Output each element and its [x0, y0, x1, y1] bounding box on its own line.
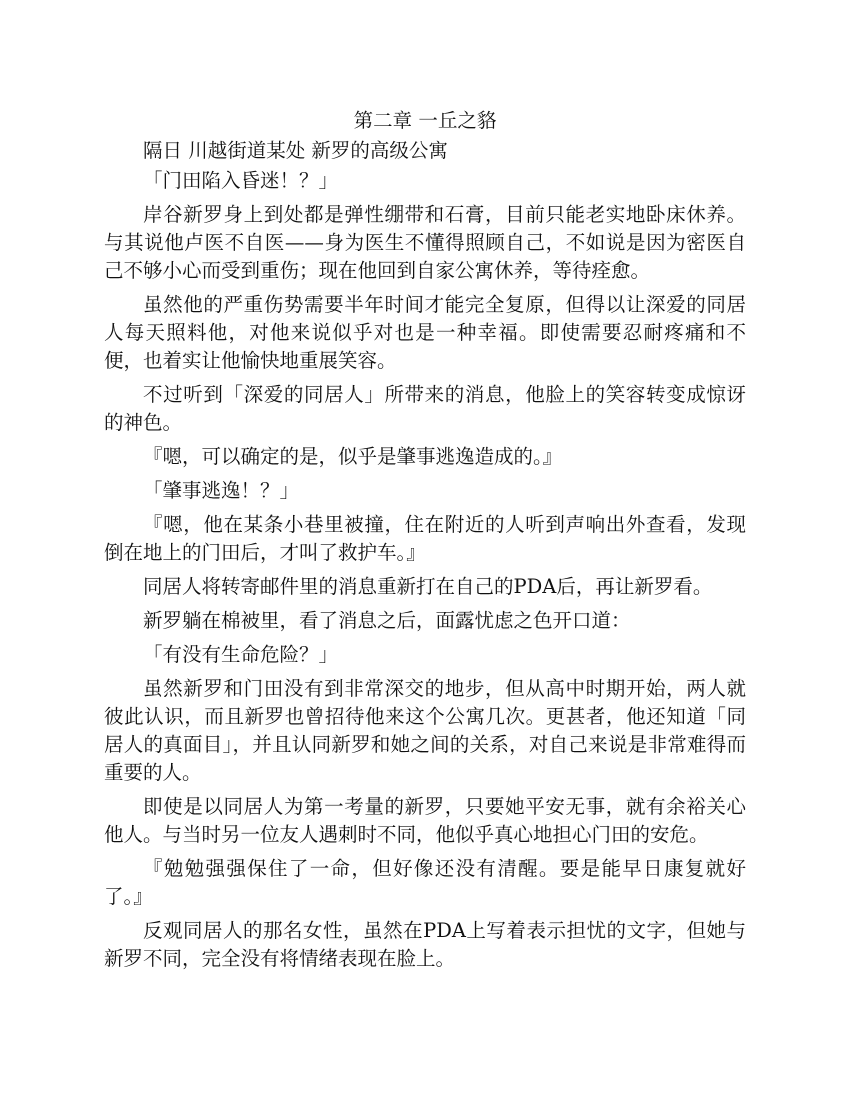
paragraph-dialogue: 「肇事逃逸！？」 [143, 479, 300, 502]
document-page [104, 107, 746, 979]
chapter-title: 第二章 一丘之貉 [353, 109, 497, 132]
paragraph: 新罗躺在棉被里，看了消息之后，面露忧虑之色开口道： [143, 609, 631, 632]
paragraph-dialogue: 『勉勉强强保住了一命，但好像还没有清醒。要是能早日康复就好了。』 [104, 857, 746, 908]
paragraph: 虽然新罗和门田没有到非常深交的地步，但从高中时期开始，两人就彼此认识，而且新罗也曾招待他来这个公寓几次。更甚者，他还知道「同居人的真面目」，并且认同新罗和她之间的关系，对自己来说是非常难得而重要的人。 [104, 677, 746, 784]
paragraph: 反观同居人的那名女性，虽然在PDA上写着表示担忧的文字，但她与新罗不同，完全没有将情绪表现在脸上。 [104, 919, 746, 970]
paragraph-dialogue: 『嗯，他在某条小巷里被撞，住在附近的人听到声响出外查看，发现倒在地上的门田后，才叫了救护车。』 [104, 513, 746, 564]
paragraph-scene: 隔日 川越街道某处 新罗的高级公寓 [143, 139, 448, 162]
paragraph: 虽然他的严重伤势需要半年时间才能完全复原，但得以让深爱的同居人每天照料他，对他来说似乎对也是一种幸福。即使需要忍耐疼痛和不便，也着实让他愉快地重展笑容。 [104, 293, 746, 372]
paragraph: 不过听到「深爱的同居人」所带来的消息，他脸上的笑容转变成惊讶的神色。 [104, 383, 746, 434]
paragraph: 同居人将转寄邮件里的消息重新打在自己的PDA后，再让新罗看。 [143, 575, 713, 598]
paragraph: 即使是以同居人为第一考量的新罗，只要她平安无事，就有余裕关心他人。与当时另一位友人遇刺时不同，他似乎真心地担心门田的安危。 [104, 795, 746, 846]
paragraph-dialogue: 「有没有生命危险？」 [143, 643, 339, 666]
paragraph-dialogue: 「门田陷入昏迷！？」 [143, 169, 339, 192]
paragraph-dialogue: 『嗯，可以确定的是，似乎是肇事逃逸造成的。』 [143, 445, 563, 468]
paragraph: 岸谷新罗身上到处都是弹性绷带和石膏，目前只能老实地卧床休养。与其说他卢医不自医——身为医生不懂得照顾自己，不如说是因为密医自己不够小心而受到重伤；现在他回到自家公寓休养，等待痊愈。 [104, 203, 746, 282]
